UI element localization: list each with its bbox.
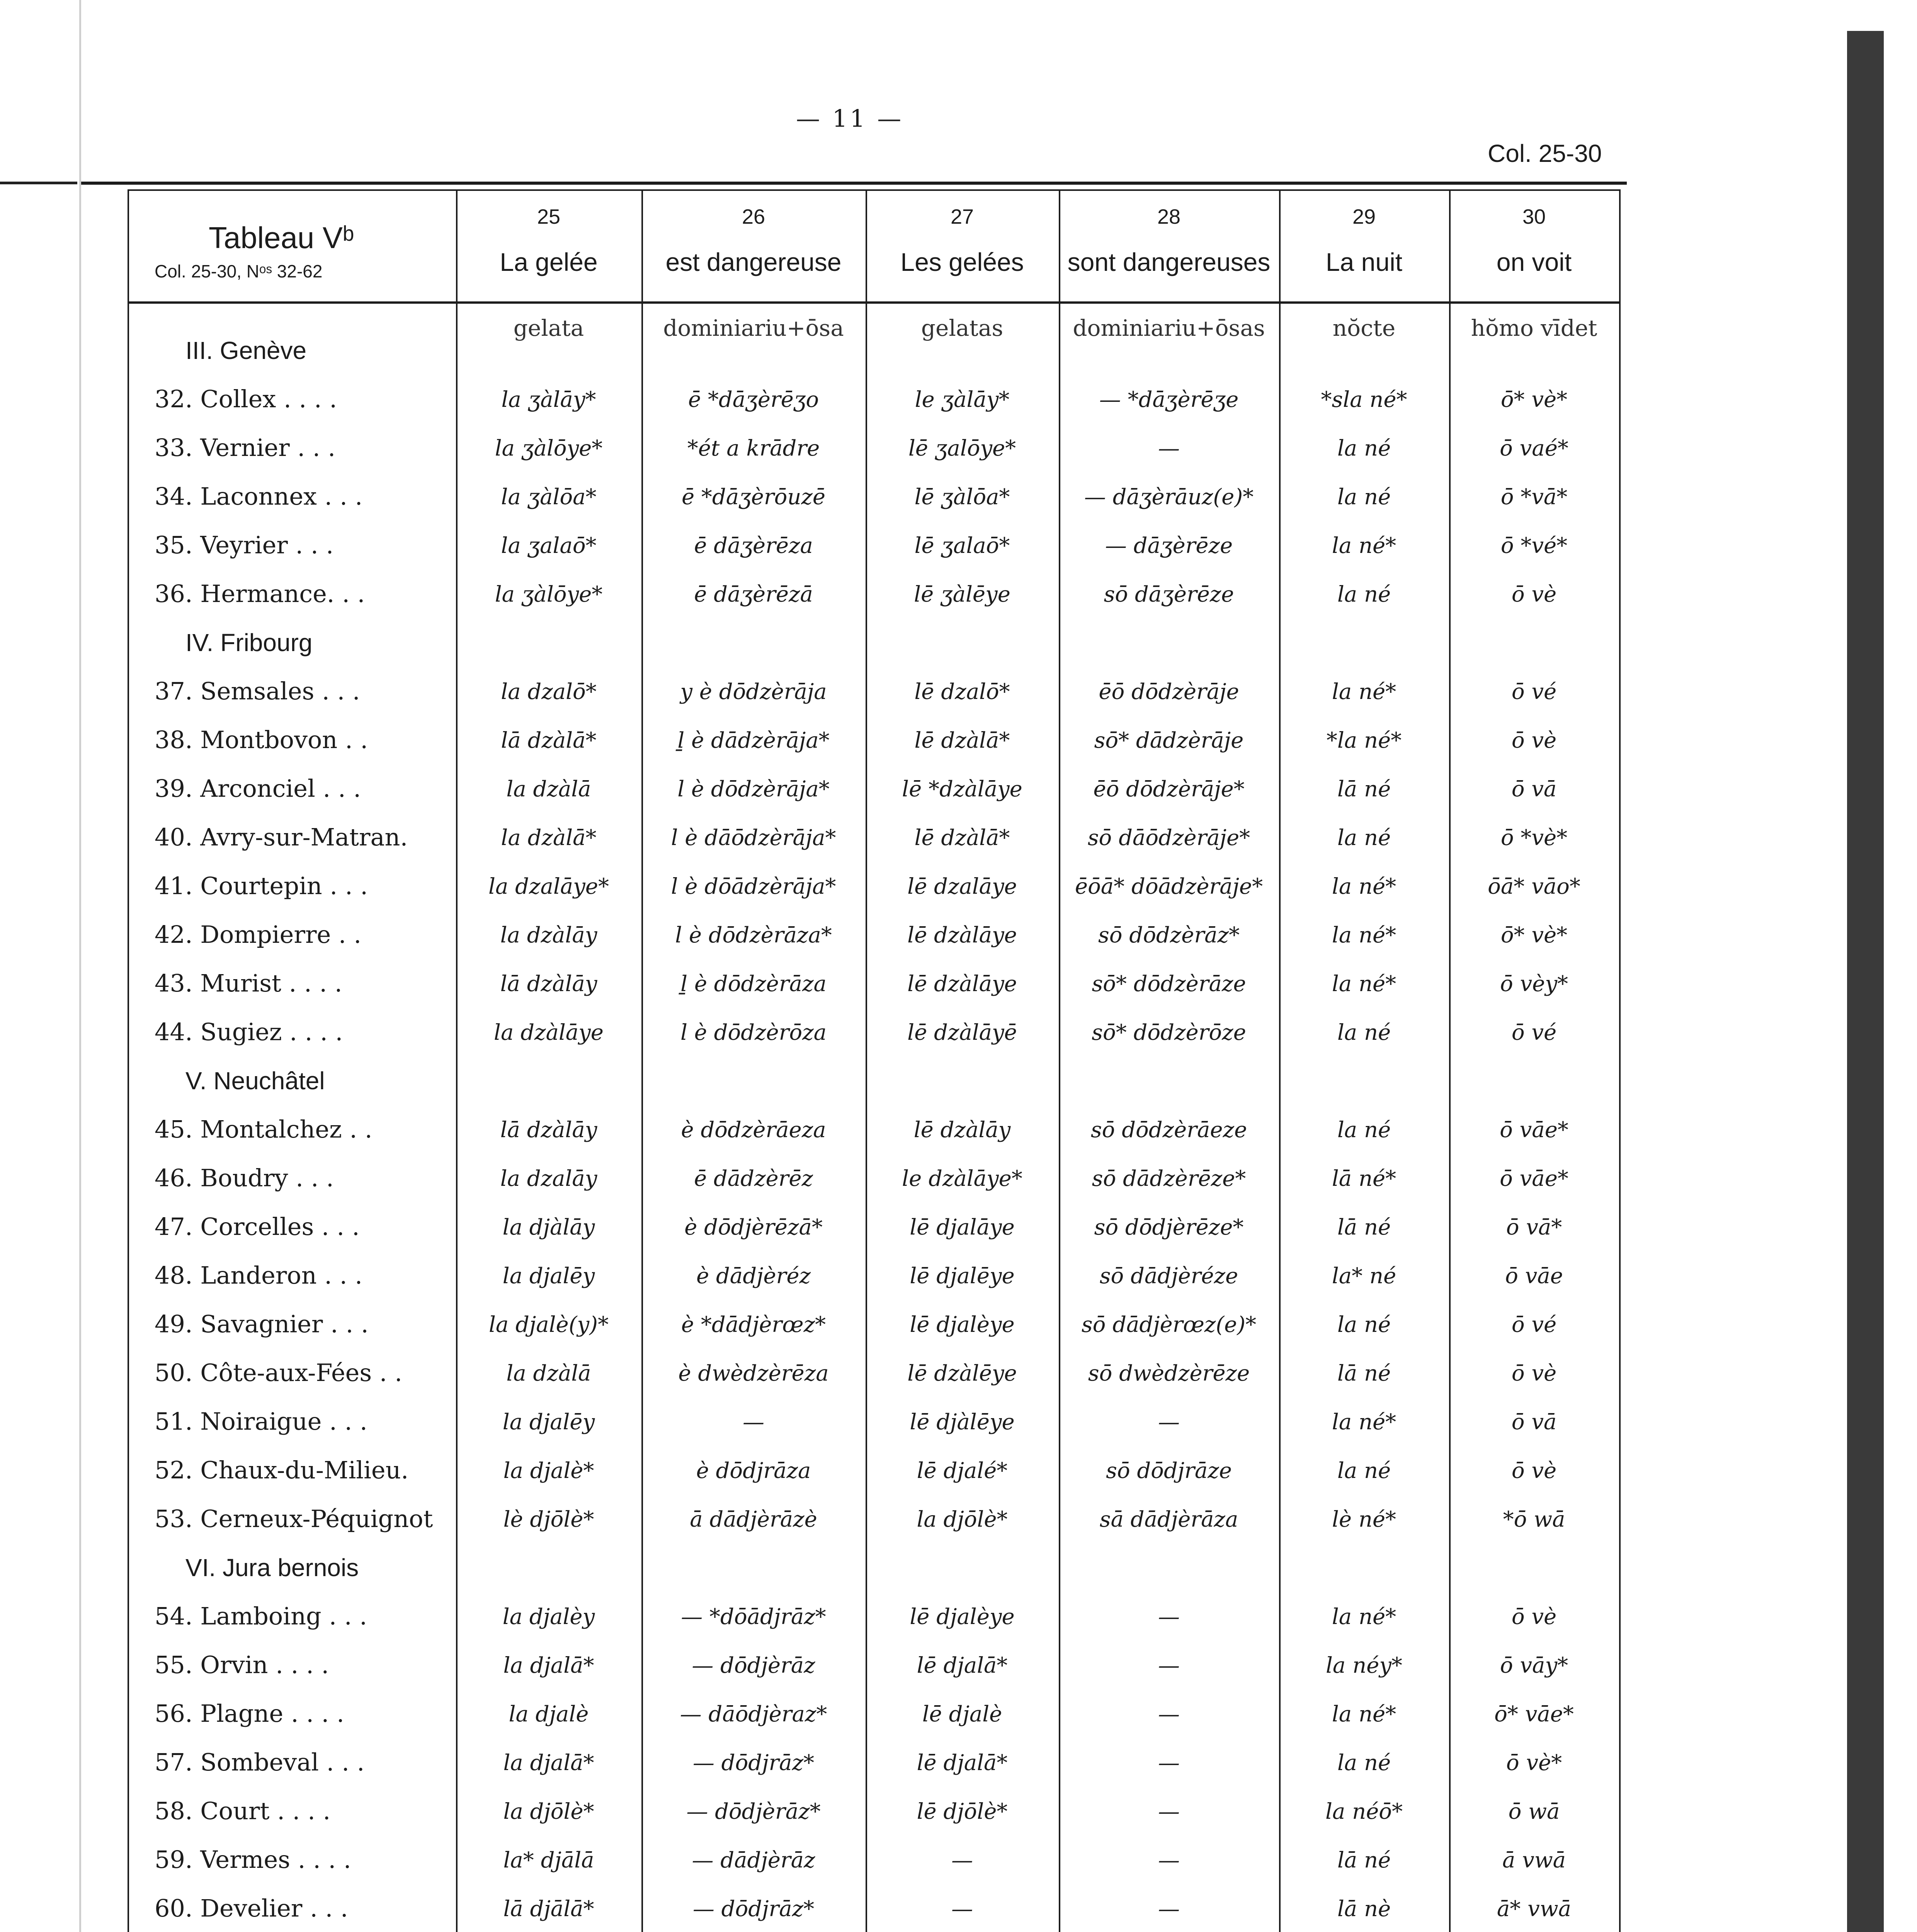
- dialect-form: lē djalā*: [917, 1750, 1008, 1776]
- dialect-form: ā dādjèrāzè: [690, 1507, 817, 1532]
- place-name: 56. Plagne . . . .: [155, 1699, 344, 1728]
- dialect-form: ō vé: [1511, 679, 1557, 704]
- column-french-label: La nuit: [1325, 248, 1403, 276]
- dialect-form: la né*: [1332, 971, 1397, 997]
- dialect-form: — dōdjèrāz*: [686, 1799, 821, 1824]
- dialect-form: —: [1158, 1702, 1180, 1727]
- dialect-form: —: [1158, 1896, 1180, 1922]
- dialect-form: —: [1158, 1604, 1180, 1629]
- dialect-form: la né*: [1332, 1604, 1397, 1629]
- place-name: 37. Semsales . . .: [155, 677, 360, 705]
- table-subtitle: Col. 25-30, Nᵒˢ 32-62: [155, 261, 323, 281]
- dialect-form: sō dōdjrāze: [1106, 1458, 1232, 1483]
- dialect-form: lā né: [1337, 777, 1391, 802]
- column-french-label: La gelée: [500, 248, 598, 276]
- dialect-form: lē ʒalōye*: [908, 436, 1016, 461]
- dialect-form: ē dāʒèrēza: [694, 533, 813, 558]
- dialect-form: — dōdjrāz*: [692, 1896, 815, 1922]
- dialect-form: sō dōdzèrāz*: [1098, 923, 1240, 948]
- column-number: 27: [950, 205, 974, 228]
- dialect-form: l è dōdzèrōza: [680, 1020, 827, 1045]
- dialect-form: ō *vā*: [1500, 485, 1568, 510]
- edge-tick: [0, 182, 77, 184]
- dialect-form: la djalè*: [503, 1458, 594, 1483]
- group-heading: V. Neuchâtel: [185, 1067, 325, 1095]
- dialect-form: ō *vé*: [1500, 533, 1568, 558]
- dialect-form: le ʒàlāy*: [915, 387, 1010, 412]
- dialect-form: la né*: [1332, 923, 1397, 948]
- dialect-form: lē dzalō*: [914, 679, 1010, 704]
- dialect-form: lā nè: [1337, 1896, 1391, 1922]
- dialect-form: l è dōdzèrāja*: [677, 777, 830, 802]
- place-name: 50. Côte-aux-Fées . .: [155, 1359, 403, 1387]
- column-number: 29: [1352, 205, 1376, 228]
- dialect-form: lē djalēye: [910, 1264, 1015, 1289]
- place-name: 36. Hermance. . .: [155, 580, 365, 608]
- dialect-form: la né: [1337, 825, 1391, 850]
- dialect-form: l è dāōdzèrāja*: [671, 825, 836, 850]
- dialect-form: sā dādjèrāza: [1099, 1507, 1238, 1532]
- dialect-form: la djalēy: [502, 1264, 595, 1289]
- dialect-form: ā* vwā: [1497, 1896, 1572, 1922]
- column-range: Col. 25-30: [1488, 139, 1602, 167]
- dialect-form: ā vwā: [1502, 1848, 1566, 1873]
- dialect-form: sō* dōdzèrōze: [1092, 1020, 1246, 1045]
- dialect-form: ō vèy*: [1500, 971, 1568, 997]
- dialect-form: ō vā*: [1506, 1215, 1562, 1240]
- dialect-form: lā dzàlā*: [501, 728, 597, 753]
- dialect-form: la dzàlā: [506, 1361, 591, 1386]
- dialect-form: la djalā*: [503, 1653, 594, 1678]
- place-name: 43. Murist . . . .: [155, 969, 342, 997]
- dialect-form: lā né: [1337, 1848, 1391, 1873]
- dialect-form: lē djōlè*: [917, 1799, 1008, 1824]
- column-french-label: on voit: [1496, 248, 1572, 276]
- dialect-form: la néō*: [1325, 1799, 1403, 1824]
- dialect-form: ḻ è dādzèrāja*: [677, 728, 830, 753]
- dialect-form: ē dādzèrēz: [694, 1166, 813, 1191]
- dialect-form: ō* vè*: [1500, 387, 1568, 412]
- dialect-form: lē *dzàlāye: [902, 777, 1022, 802]
- dialect-form: è dōdjèrēzā*: [684, 1215, 823, 1240]
- dialect-form: ō vé: [1511, 1312, 1557, 1337]
- dialect-form: la djalēy: [502, 1410, 595, 1435]
- dialect-form: ē *dāʒèrēʒo: [688, 387, 819, 412]
- dialect-form: *ō wā: [1503, 1507, 1565, 1532]
- dialect-form: la djalā*: [503, 1750, 594, 1776]
- column-latin-etymon: gelatas: [921, 315, 1004, 341]
- table-top-line: [128, 189, 1621, 191]
- dialect-form: *la né*: [1326, 728, 1402, 753]
- dialect-form: l è dōādzèrāja*: [671, 874, 836, 899]
- dialect-form: la né: [1337, 1750, 1391, 1776]
- dialect-form: lē ʒàlēye: [914, 582, 1010, 607]
- dialect-form: la dzàlā: [506, 777, 591, 802]
- table-title: Tableau Vᵇ: [209, 221, 354, 255]
- dialect-form: la né*: [1332, 679, 1397, 704]
- dialect-form: la né: [1337, 436, 1391, 461]
- top-rule: [81, 182, 1627, 185]
- dialect-form: lē dzàlāy: [913, 1117, 1011, 1143]
- dialect-form: —: [951, 1848, 973, 1873]
- place-name: 52. Chaux-du-Milieu.: [155, 1456, 409, 1484]
- dialect-form: l è dōdzèrāza*: [675, 923, 832, 948]
- margin-line: [79, 0, 81, 1932]
- dialect-form: ō vā: [1511, 777, 1557, 802]
- dialect-form: lē dzàlēye: [907, 1361, 1017, 1386]
- group-heading: VI. Jura bernois: [185, 1554, 359, 1582]
- dialect-form: ō* vè*: [1500, 923, 1568, 948]
- dialect-form: *ét a krādre: [687, 436, 820, 461]
- place-name: 60. Develier . . .: [155, 1894, 348, 1922]
- dialect-form: —: [1158, 1410, 1180, 1435]
- dialect-form: le dzàlāye*: [902, 1166, 1022, 1191]
- dialect-form: la né*: [1332, 533, 1397, 558]
- dialect-form: sō dādzèrēze*: [1092, 1166, 1246, 1191]
- place-name: 38. Montbovon . .: [155, 726, 368, 754]
- column-french-label: est dangereuse: [665, 248, 842, 276]
- column-number: 28: [1157, 205, 1181, 228]
- dialect-form: ō vé: [1511, 1020, 1557, 1045]
- column-latin-etymon: nŏcte: [1332, 315, 1396, 341]
- dialect-form: la dzalō*: [501, 679, 597, 704]
- dialect-form: la né: [1337, 1312, 1391, 1337]
- header-bottom-line: [128, 301, 1621, 304]
- column-latin-etymon: gelata: [513, 315, 584, 341]
- dialect-form: ō vaé*: [1500, 436, 1568, 461]
- dialect-form: — *dāʒèrēʒe: [1099, 387, 1239, 412]
- column-latin-etymon: hŏmo vīdet: [1471, 315, 1597, 341]
- dialect-form: la djalè: [509, 1702, 589, 1727]
- dialect-form: —: [1158, 436, 1180, 461]
- group-heading: IV. Fribourg: [185, 629, 313, 656]
- group-heading: III. Genève: [185, 337, 307, 364]
- dialect-form: la dzalāy: [500, 1166, 597, 1191]
- dialect-form: — dōdjèrāz: [692, 1653, 815, 1678]
- dialect-form: sō dwèdzèrēze: [1088, 1361, 1250, 1386]
- dialect-form: lē djalè: [922, 1702, 1002, 1727]
- dialect-form: ō vè: [1511, 582, 1557, 607]
- dialect-form: ō* vāe*: [1494, 1702, 1574, 1727]
- dialect-form: la ʒàlōye*: [495, 582, 603, 607]
- dialect-form: la né*: [1332, 874, 1397, 899]
- dialect-form: ō vè*: [1506, 1750, 1562, 1776]
- dialect-form: — dōdjrāz*: [692, 1750, 815, 1776]
- place-name: 45. Montalchez . .: [155, 1115, 373, 1143]
- dialect-form: la né: [1337, 1020, 1391, 1045]
- column-latin-etymon: dominiariu+ōsas: [1073, 315, 1265, 341]
- dialect-form: —: [951, 1896, 973, 1922]
- dialect-form: la* né: [1332, 1264, 1397, 1289]
- column-divider: [128, 189, 129, 1932]
- dialect-form: sō dāōdzèrāje*: [1087, 825, 1250, 850]
- dialect-form: lē djalèye: [910, 1604, 1015, 1629]
- dialect-form: — dādjèrāz: [692, 1848, 815, 1873]
- place-name: 59. Vermes . . . .: [155, 1845, 351, 1874]
- dialect-form: lā né*: [1332, 1166, 1397, 1191]
- dialect-form: lē dzàlā*: [914, 728, 1010, 753]
- place-name: 48. Landeron . . .: [155, 1261, 362, 1289]
- place-name: 35. Veyrier . . .: [155, 531, 334, 559]
- dialect-form: la ʒàlōa*: [501, 485, 597, 510]
- dialect-form: —: [1158, 1750, 1180, 1776]
- dialect-form: la né*: [1332, 1702, 1397, 1727]
- dialect-form: sō* dādzèrāje: [1094, 728, 1244, 753]
- column-divider: [1619, 189, 1621, 1932]
- dialect-form: ō wā: [1508, 1799, 1560, 1824]
- dialect-form: la djalèy: [502, 1604, 595, 1629]
- dialect-form: la ʒàlōye*: [495, 436, 603, 461]
- dialect-form: ōā* vāo*: [1488, 874, 1580, 899]
- dialect-form: lā djālā*: [503, 1896, 594, 1922]
- dialect-form: ō vè: [1511, 1458, 1557, 1483]
- dialect-form: sō dādjèrœz(e)*: [1081, 1312, 1257, 1337]
- place-name: 39. Arconciel . . .: [155, 774, 361, 803]
- dialect-form: la djàlāy: [502, 1215, 595, 1240]
- column-latin-etymon: dominiariu+ōsa: [663, 315, 844, 341]
- dialect-form: sō* dōdzèrāze: [1092, 971, 1246, 997]
- dialect-form: lē ʒàlōa*: [914, 485, 1010, 510]
- dialect-form: —: [1158, 1799, 1180, 1824]
- dialect-form: la néy*: [1326, 1653, 1402, 1678]
- dialect-form: la* djālā: [503, 1848, 594, 1873]
- dialect-form: è dōdjrāza: [696, 1458, 811, 1483]
- dialect-form: ō vè: [1511, 1604, 1557, 1629]
- dialect-form: la né*: [1332, 1410, 1397, 1435]
- dialect-form: ēōā* dōādzèrāje*: [1075, 874, 1263, 899]
- dialect-form: ḻ è dōdzèrāza: [680, 971, 827, 997]
- column-number: 25: [537, 205, 561, 228]
- dialect-form: lā dzàlāy: [500, 1117, 597, 1143]
- column-number: 30: [1522, 205, 1546, 228]
- dialect-form: è *dādjèrœz*: [681, 1312, 826, 1337]
- dialect-form: ē *dāʒèrōuzē: [681, 485, 826, 510]
- dialect-form: ē dāʒèrēzā: [694, 582, 813, 607]
- dialect-form: sō dādjèréze: [1099, 1264, 1238, 1289]
- dialect-form: lā né: [1337, 1215, 1391, 1240]
- dialect-form: lē dzàlāyē: [907, 1020, 1017, 1045]
- dialect-form: — dāʒèrāuz(e)*: [1084, 485, 1254, 510]
- place-name: 41. Courtepin . . .: [155, 872, 368, 900]
- dialect-form: ō vāe*: [1500, 1166, 1568, 1191]
- dialect-form: è dwèdzèrēza: [678, 1361, 829, 1386]
- place-name: 40. Avry-sur-Matran.: [155, 823, 408, 851]
- dialect-form: la djalè(y)*: [488, 1312, 609, 1337]
- dialect-form: la dzalāye*: [488, 874, 609, 899]
- column-french-label: sont dangereuses: [1067, 248, 1271, 276]
- dialect-form: lē ʒalaō*: [914, 533, 1010, 558]
- dialect-form: ō vè: [1511, 728, 1557, 753]
- dialect-form: la né: [1337, 1458, 1391, 1483]
- dialect-form: sō dōdjèrēze*: [1094, 1215, 1244, 1240]
- dialect-form: —: [743, 1410, 764, 1435]
- dialect-form: è dōdzèrāeza: [681, 1117, 826, 1143]
- dialect-form: — dāōdjèraz*: [680, 1702, 827, 1727]
- dialect-form: lē djàlēye: [910, 1410, 1015, 1435]
- dialect-form: lè né*: [1332, 1507, 1397, 1532]
- place-name: 46. Boudry . . .: [155, 1164, 334, 1192]
- column-french-label: Les gelées: [900, 248, 1024, 276]
- dialect-form: ō vā: [1511, 1410, 1557, 1435]
- place-name: 54. Lamboing . . .: [155, 1602, 367, 1630]
- dialect-form: lē djalāye: [910, 1215, 1015, 1240]
- dialect-form: ō vè: [1511, 1361, 1557, 1386]
- dialect-form: — *dōādjrāz*: [681, 1604, 826, 1629]
- dialect-form: sō dāʒèrēze: [1104, 582, 1234, 607]
- dialect-form: —: [1158, 1653, 1180, 1678]
- place-name: 55. Orvin . . . .: [155, 1651, 329, 1679]
- dialect-form: lē dzàlāye: [907, 971, 1017, 997]
- place-name: 42. Dompierre . .: [155, 920, 362, 949]
- scan-edge-bar: [1847, 31, 1884, 1932]
- dialect-form: lē dzalāye: [907, 874, 1017, 899]
- dialect-form: *sla né*: [1321, 387, 1407, 412]
- dialect-form: ō *vè*: [1500, 825, 1568, 850]
- place-name: 47. Corcelles . . .: [155, 1213, 360, 1241]
- place-name: 51. Noiraigue . . .: [155, 1407, 367, 1435]
- dialect-form: la ʒàlāy*: [501, 387, 596, 412]
- dialect-form: la dzàlāye: [494, 1020, 604, 1045]
- dialect-form: la djōlè*: [503, 1799, 594, 1824]
- place-name: 34. Laconnex . . .: [155, 482, 363, 510]
- dialect-form: la né: [1337, 485, 1391, 510]
- dialect-form: la dzàlā*: [501, 825, 597, 850]
- dialect-form: la dzàlāy: [500, 923, 597, 948]
- dialect-form: sō dōdzèrāeze: [1090, 1117, 1247, 1143]
- dialect-form: lē dzàlā*: [914, 825, 1010, 850]
- dialect-form: lē djalā*: [917, 1653, 1008, 1678]
- place-name: 32. Collex . . . .: [155, 385, 337, 413]
- dialect-form: ō vāe*: [1500, 1117, 1568, 1143]
- dialect-form: la né: [1337, 582, 1391, 607]
- dialect-form: lē dzàlāye: [907, 923, 1017, 948]
- place-name: 57. Sombeval . . .: [155, 1748, 365, 1776]
- dialect-form: la ʒalaō*: [501, 533, 597, 558]
- dialect-form: lā né: [1337, 1361, 1391, 1386]
- dialect-form: lē djalèye: [910, 1312, 1015, 1337]
- place-name: 58. Court . . . .: [155, 1797, 331, 1825]
- place-name: 33. Vernier . . .: [155, 434, 336, 462]
- dialect-form: y è dōdzèrāja: [680, 679, 827, 704]
- dialect-form: lā dzàlāy: [500, 971, 597, 997]
- dialect-form: la né: [1337, 1117, 1391, 1143]
- dialect-form: —: [1158, 1848, 1180, 1873]
- dialect-form: — dāʒèrēze: [1105, 533, 1233, 558]
- dialect-form: la djōlè*: [917, 1507, 1008, 1532]
- data-table: [128, 189, 1619, 1932]
- dialect-form: ō vāy*: [1500, 1653, 1568, 1678]
- column-number: 26: [742, 205, 765, 228]
- dialect-form: ō vāe: [1505, 1264, 1563, 1289]
- dialect-form: lè djōlè*: [503, 1507, 594, 1532]
- dialect-form: ēō dōdzèrāje*: [1093, 777, 1245, 802]
- dialect-form: lē djalé*: [917, 1458, 1008, 1483]
- place-name: 49. Savagnier . . .: [155, 1310, 369, 1338]
- page-number: — 11 —: [796, 104, 904, 133]
- dialect-form: è dādjèréz: [696, 1264, 811, 1289]
- place-name: 44. Sugiez . . . .: [155, 1018, 343, 1046]
- place-name: 53. Cerneux-Péquignot: [155, 1505, 433, 1533]
- dialect-form: ēō dōdzèrāje: [1099, 679, 1239, 704]
